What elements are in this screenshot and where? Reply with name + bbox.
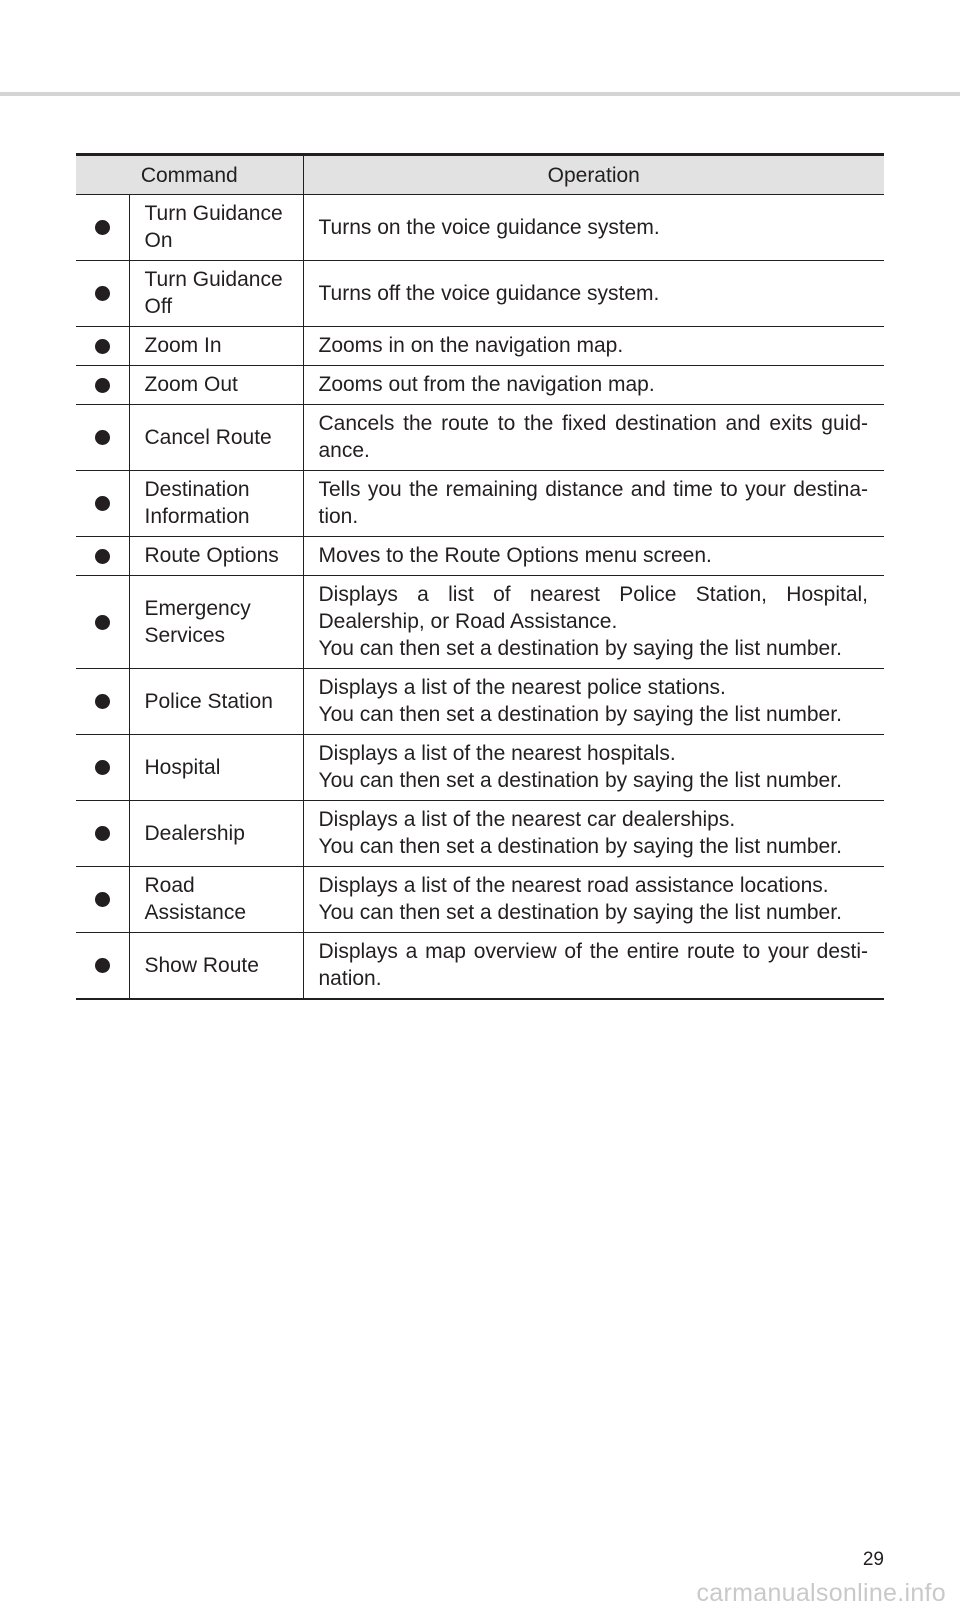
- table-row: [76, 933, 884, 1000]
- operation-cell: [303, 195, 884, 261]
- table-row: [76, 366, 884, 405]
- table-header-row: [76, 155, 884, 195]
- command-name-line: Off: [144, 295, 173, 318]
- table-row: [76, 261, 884, 327]
- bullet-cell: [76, 669, 129, 735]
- operation-cell: [303, 933, 884, 1000]
- bullet-icon: [95, 826, 110, 841]
- operation-line: You can then set a destination by saying the list number.: [318, 703, 842, 726]
- bullet-icon: [95, 694, 110, 709]
- command-name-line: Cancel Route: [144, 425, 272, 449]
- bullet-icon: [95, 892, 110, 907]
- bullet-cell: [76, 537, 129, 576]
- command-name-cell: [129, 537, 303, 576]
- bullet-icon: [95, 549, 110, 564]
- command-name-cell: [129, 576, 303, 669]
- bullet-cell: [76, 195, 129, 261]
- bullet-icon: [95, 286, 110, 301]
- table-row: [76, 327, 884, 366]
- table-row: [76, 735, 884, 801]
- bullet-cell: [76, 366, 129, 405]
- command-name-cell: [129, 933, 303, 1000]
- table-row: [76, 537, 884, 576]
- command-name-line: Assistance: [144, 901, 247, 924]
- bullet-cell: [76, 867, 129, 933]
- operation-line: ance.: [318, 439, 370, 462]
- operation-line: You can then set a destination by saying the list number.: [318, 769, 842, 792]
- command-name-line: Destination: [144, 478, 250, 501]
- operation-line: Tells you the remaining distance and time to your destina-: [318, 478, 868, 501]
- bullet-icon: [95, 339, 110, 354]
- command-name-cell: [129, 669, 303, 735]
- top-divider: [0, 92, 960, 96]
- table-body: [76, 195, 884, 1000]
- operation-cell: [303, 327, 884, 366]
- operation-cell: [303, 405, 884, 471]
- table-row: [76, 867, 884, 933]
- command-name-line: Services: [144, 623, 226, 647]
- command-name-line: Show Route: [144, 953, 259, 977]
- operation-line: Turns on the voice guidance system.: [318, 215, 660, 239]
- command-name-cell: [129, 471, 303, 537]
- bullet-icon: [95, 615, 110, 630]
- command-name-line: Route Options: [144, 544, 279, 567]
- table-row: [76, 471, 884, 537]
- bullet-icon: [95, 378, 110, 393]
- operation-line: Displays a list of the nearest car dealerships.: [318, 808, 736, 831]
- command-name-line: Information: [144, 505, 250, 528]
- operation-cell: [303, 735, 884, 801]
- bullet-icon: [95, 958, 110, 973]
- command-name-line: Turn Guidance: [144, 268, 283, 291]
- operation-line: You can then set a destination by saying the list number.: [318, 637, 842, 660]
- command-name-cell: [129, 735, 303, 801]
- command-name-line: Road: [144, 874, 195, 897]
- table-row: [76, 669, 884, 735]
- operation-line: tion.: [318, 505, 359, 528]
- table-row: [76, 405, 884, 471]
- command-name-line: On: [144, 229, 173, 252]
- operation-line: Dealership, or Road Assistance.: [318, 610, 618, 633]
- operation-cell: [303, 576, 884, 669]
- table-row: [76, 801, 884, 867]
- bullet-icon: [95, 496, 110, 511]
- operation-line: Zooms in on the navigation map.: [318, 334, 624, 357]
- operation-cell: [303, 537, 884, 576]
- operation-cell: [303, 669, 884, 735]
- bullet-icon: [95, 430, 110, 445]
- command-name-line: Emergency: [144, 596, 251, 620]
- operation-line: Zooms out from the navigation map.: [318, 373, 655, 396]
- voice-command-table: [76, 153, 884, 1000]
- command-name-cell: [129, 195, 303, 261]
- bullet-cell: [76, 471, 129, 537]
- operation-cell: [303, 471, 884, 537]
- operation-cell: [303, 261, 884, 327]
- command-name-line: Zoom In: [144, 334, 222, 357]
- operation-cell: [303, 801, 884, 867]
- operation-line: You can then set a destination by saying the list number.: [318, 901, 842, 924]
- operation-cell: [303, 867, 884, 933]
- command-name-line: Police Station: [144, 689, 273, 713]
- watermark-text: carmanualsonline.info: [696, 1579, 946, 1607]
- operation-line: nation.: [318, 967, 382, 990]
- operation-cell: [303, 366, 884, 405]
- bullet-cell: [76, 327, 129, 366]
- command-name-cell: [129, 327, 303, 366]
- bullet-cell: [76, 261, 129, 327]
- page-number: 29: [862, 1549, 884, 1570]
- operation-line: Displays a map overview of the entire route to your desti-: [318, 940, 868, 963]
- command-name-line: Dealership: [144, 821, 245, 845]
- operation-line: You can then set a destination by saying the list number.: [318, 835, 842, 858]
- operation-line: Turns off the voice guidance system.: [318, 281, 660, 305]
- operation-line: Displays a list of the nearest police stations.: [318, 676, 726, 699]
- operation-line: Displays a list of the nearest road assistance locations.: [318, 874, 829, 897]
- command-name-cell: [129, 261, 303, 327]
- bullet-cell: [76, 405, 129, 471]
- command-name-cell: [129, 801, 303, 867]
- command-name-line: Hospital: [144, 755, 221, 779]
- bullet-cell: [76, 735, 129, 801]
- command-name-cell: [129, 405, 303, 471]
- bullet-cell: [76, 933, 129, 1000]
- operation-line: Displays a list of the nearest hospitals.: [318, 742, 676, 765]
- operation-column-header: Operation: [303, 155, 884, 195]
- command-name-cell: [129, 867, 303, 933]
- command-column-header: Command: [76, 155, 303, 195]
- command-name-line: Turn Guidance: [144, 202, 283, 225]
- operation-line: Displays a list of nearest Police Station, Hospital,: [318, 583, 868, 606]
- bullet-icon: [95, 760, 110, 775]
- bullet-cell: [76, 801, 129, 867]
- operation-line: Moves to the Route Options menu screen.: [318, 544, 712, 567]
- table-row: [76, 576, 884, 669]
- table-row: [76, 195, 884, 261]
- operation-line: Cancels the route to the fixed destination and exits guid-: [318, 412, 868, 435]
- bullet-cell: [76, 576, 129, 669]
- bullet-icon: [95, 220, 110, 235]
- command-name-cell: [129, 366, 303, 405]
- command-name-line: Zoom Out: [144, 373, 238, 396]
